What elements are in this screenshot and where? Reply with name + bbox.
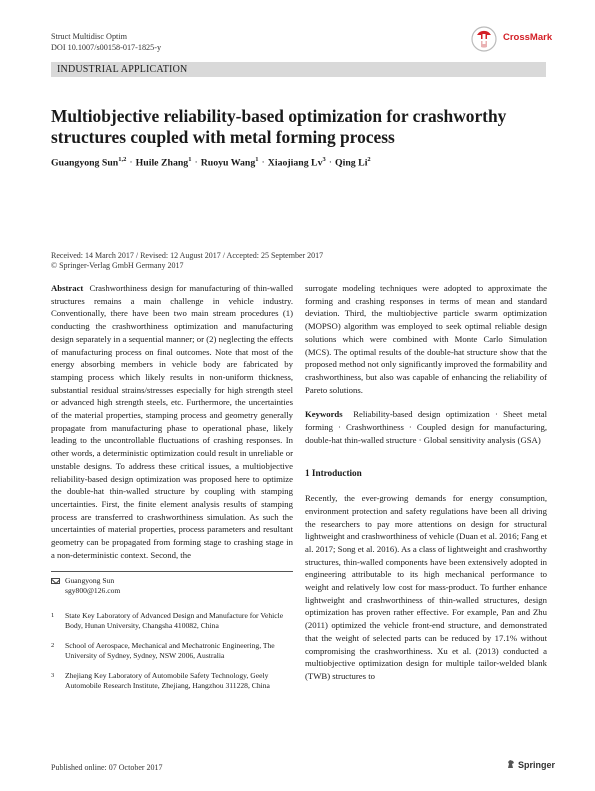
affiliation-number: 1 (51, 612, 55, 619)
abstract-label: Abstract (51, 283, 84, 293)
author-affiliation: 1,2 (118, 156, 127, 163)
author-affiliation: 3 (322, 156, 326, 163)
copyright: © Springer-Verlag GmbH Germany 2017 (51, 261, 184, 270)
corresponding-contact (51, 576, 293, 596)
affiliation-item (51, 641, 293, 661)
publication-dates (51, 251, 323, 271)
author-affiliation: 1 (188, 156, 192, 163)
publisher-logo (506, 759, 555, 770)
author-name[interactable]: Qing Li (335, 157, 368, 169)
footnote-divider (51, 571, 293, 572)
springer-horse-icon (506, 759, 516, 769)
paper-title: Multiobjective reliability-based optimization for crashworthy structures coupled with metal forming process (51, 106, 507, 147)
abstract-text: Crashworthiness design for manufacturing of thin-walled structures remains a main challenge in vehicle industry. Conventionally, there have been two main stream procedures (1) conducting the crashworthiness optimization and manufacturing design separately in a sequential manner; or (2) neglecting the effects of manufacturing process on final outcomes. Note that most of the energy absorbing members in vehicle body are fabricated by stamping process which likely results in non-uniform thickness, substantial residual strains/stresses especially for high strength steel or advanced high strength steels, etc. Furthermore, the uncertainties of the material properties, stamping process and geometry generally propagate from manufacturing phase to operational phase, likely leading to the uncontrollable fluctuations of crashing responses. In other words, a deterministic optimization could result in unreliable or unstable designs. To address these critical issues, a multiobjective reliability-based design optimization was proposed here to optimize the double-hat thin-walled structure by coupling with stamping uncertainties. First, the finite element analysis results of stamping process are transferred to crashworthiness simulation. As such the uncertainties of material properties, process parameters and resultant geometry can be propagated from forming stage to crashing stage in a non-deterministic context. Second, the (51, 283, 293, 560)
author-name[interactable]: Ruoyu Wang (200, 157, 256, 169)
published-online: Published online: 07 October 2017 (51, 763, 163, 772)
contact-email[interactable]: sgy800@126.com (65, 586, 121, 595)
left-column (51, 282, 293, 561)
journal-name: Struct Multidisc Optim (51, 32, 127, 41)
contact-name: Guangyong Sun (65, 576, 115, 585)
affiliation-text: State Key Laboratory of Advanced Design and Manufacture for Vehicle Body, Hunan University, Changsha 410082, China (65, 611, 284, 630)
affiliation-item (51, 611, 293, 631)
section-heading-introduction: 1 Introduction (305, 468, 362, 479)
doi[interactable]: DOI 10.1007/s00158-017-1825-y (51, 42, 162, 52)
affiliation-item (51, 671, 293, 691)
author-name[interactable]: Guangyong Sun (51, 157, 119, 169)
crossmark-badge[interactable] (470, 25, 554, 53)
author-name[interactable]: Xiaojiang Lv (267, 157, 323, 169)
keywords-label: Keywords (305, 409, 343, 420)
abstract-continued: surrogate modeling techniques were adopted to approximate the forming and crashing responses in terms of mean and standard deviation. Third, the multiobjective particle swarm optimization (MOPSO) algorithm was employed to seek optimal reliable design solutions which were combined with Monte Carlo Simulation (MCS). The optimal results of the double-hat structure show that the proposed method not only significantly improved the formability and crashworthiness, but also was capable of enhancing the reliability of Pareto solutions. (305, 283, 547, 395)
abstract (51, 282, 293, 561)
section-label: INDUSTRIAL APPLICATION (57, 64, 188, 75)
right-column (305, 282, 547, 683)
author-affiliation: 1 (255, 156, 259, 163)
affiliation-number: 3 (51, 672, 55, 679)
crossmark-label: CrossMark (503, 32, 553, 43)
keywords (305, 408, 547, 446)
section-banner (51, 62, 546, 77)
introduction-paragraph: Recently, the ever-growing demands for energy consumption, environment protection and safety regulations have been all driving the researchers to pay more attentions on design for structural lightweight and crashworthiness of vehicle (Duan et al. 2016; Fang et al. 2017; Song et al. 2016). As a class of lightweight and crashworthy structures, thin-walled components have been extensively adopted in engineering attributable to its high mechanical performance to weight and relatively low cost for mass-product. To further enhance lightweight and crashworthiness of thin-walled structures, design optimization has proven rather effective. For example, Pan and Zhu (2011) optimized the vehicle front-end structure, and demonstrated that the weight of selected parts can be reduced by 17.1% without compromising the crashworthiness. Xu et al. (2013) conducted a multiobjective optimization design for multiple tailor-welded blank (TWB) structures to (305, 493, 547, 681)
journal-header (51, 32, 161, 53)
author-name[interactable]: Huile Zhang (135, 157, 189, 169)
mail-icon (51, 578, 60, 584)
affiliation-text: School of Aerospace, Mechanical and Mechatronic Engineering, The University of Sydney, Sydney, NSW 2006, Australia (65, 641, 275, 660)
affiliation-text: Zhejiang Key Laboratory of Automobile Safety Technology, Geely Automobile Research Institute, Zhejiang, Hangzhou 311228, China (65, 671, 270, 690)
history-dates: Received: 14 March 2017 / Revised: 12 August 2017 / Accepted: 25 September 2017 (51, 251, 324, 260)
author-list: Guangyong Sun$^{1,2}$ · Huile Zhang$^1$ · Ruoyu Wang$^1$ · Xiaojiang $Lv^3$ · Qing Li$^2$ (51, 156, 371, 169)
publisher-name: Springer (518, 760, 556, 770)
crossmark-icon (470, 25, 500, 53)
affiliation-number: 2 (51, 642, 55, 649)
keywords-text: Reliability-based design optimization · Sheet metal forming · Crashworthiness · Coupled design for manufacturing, double-hat thin-walled structure · Global sensitivity analysis (GSA) (305, 409, 547, 445)
author-affiliation: 2 (367, 156, 371, 163)
